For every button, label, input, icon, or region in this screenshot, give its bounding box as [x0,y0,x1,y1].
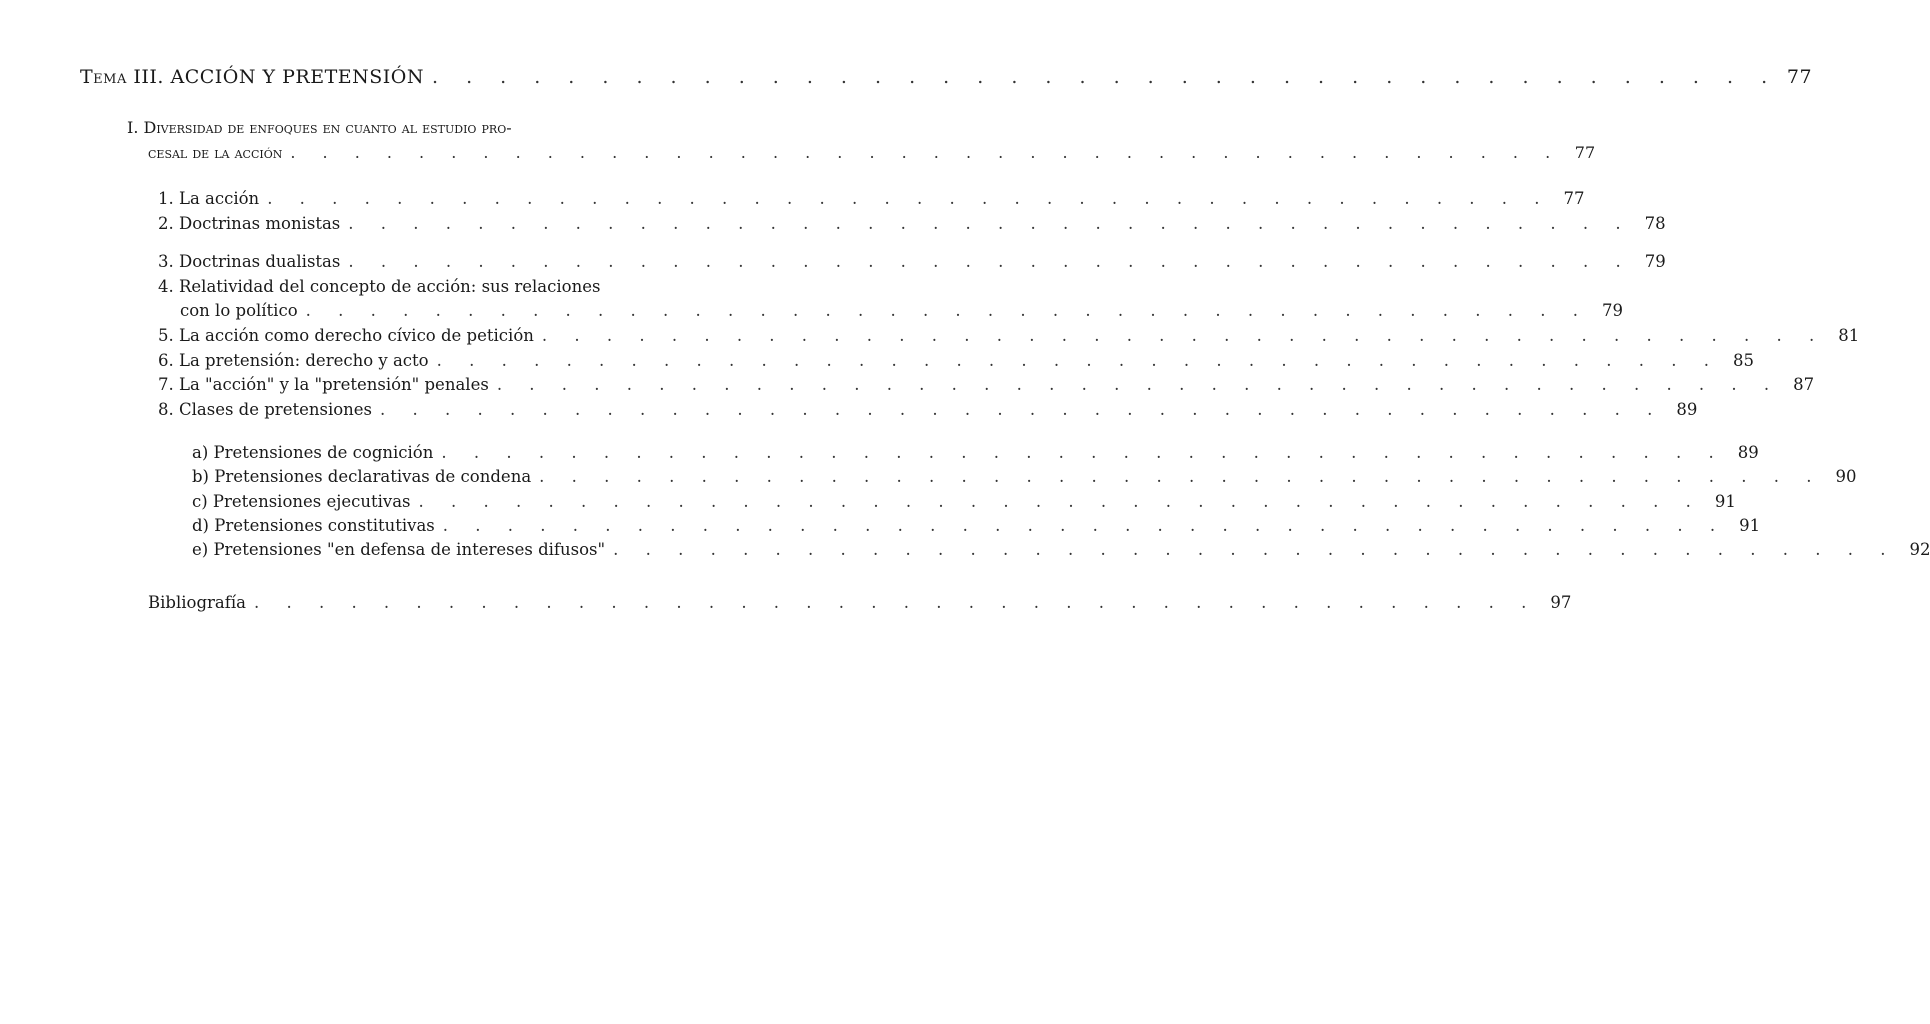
item-label: 1. La acción [158,189,260,208]
toc-entry-item [180,301,1623,320]
item-label: 8. Clases de pretensiones [158,400,373,419]
page-number: 85 [1732,351,1754,370]
dot-leader: . . . . . . . . . . . . . . . . . . . . . . . . . . . . . . . . . . . . . . . . [348,214,1632,233]
toc-entry-section [148,143,1596,162]
toc-entry-subitem [192,516,1761,535]
toc-entry-item [158,400,1698,419]
dot-leader: . . . . . . . . . . . . . . . . . . . . . . . . . . . . . . . . . . . . . . . . [290,143,1562,162]
subitem-label: b) Pretensiones declarativas de condena [192,467,532,486]
page-number: 81 [1838,326,1860,345]
page-number: 79 [1644,252,1666,271]
toc-entry-tema [80,66,1813,88]
toc-entry-bibliography [148,593,1572,612]
toc-entry-subitem [192,492,1736,511]
dot-leader: . . . . . . . . . . . . . . . . . . . . . . . . . . . . . . . . . . . . . . . . [431,66,1779,88]
section-title: I. Diversidad de enfoques en cuanto al estudio pro- [127,118,512,137]
page-number: 77 [1786,66,1813,88]
dot-leader: . . . . . . . . . . . . . . . . . . . . . . . . . . . . . . . . . . . . . . . . [613,540,1897,559]
bibliography-label: Bibliografía [148,593,246,612]
dot-leader: . . . . . . . . . . . . . . . . . . . . . . . . . . . . . . . . . . . . . . . . [436,351,1720,370]
toc-entry-item [158,189,1585,208]
page-number: 89 [1676,400,1698,419]
dot-leader: . . . . . . . . . . . . . . . . . . . . . . . . . . . . . . . . . . . . . . . . [441,443,1725,462]
subitem-label: c) Pretensiones ejecutivas [192,492,411,511]
page-number: 77 [1563,189,1585,208]
toc-entry-item [158,351,1754,370]
toc-entry-item-line1 [158,277,682,296]
dot-leader: . . . . . . . . . . . . . . . . . . . . . . . . . . . . . . . . . . . . . . . . [267,189,1551,208]
item-label-continued: con lo político [180,301,298,320]
dot-leader: . . . . . . . . . . . . . . . . . . . . . . . . . . . . . . . . . . . . . . . . [305,301,1589,320]
dot-leader: . . . . . . . . . . . . . . . . . . . . . . . . . . . . . . . . . . . . . . . . [442,516,1727,535]
dot-leader: . . . . . . . . . . . . . . . . . . . . . . . . . . . . . . . . . . . . . . . . [348,252,1632,271]
toc-entry-item [158,214,1666,233]
section-title-continued: cesal de la acción [148,143,283,162]
page-number: 89 [1737,443,1759,462]
toc-entry-item [158,375,1815,394]
page-number: 91 [1714,492,1736,511]
item-label: 2. Doctrinas monistas [158,214,341,233]
toc-entry-item [158,252,1666,271]
page-number: 79 [1602,301,1623,320]
item-label: 6. La pretensión: derecho y acto [158,351,429,370]
dot-leader: . . . . . . . . . . . . . . . . . . . . . . . . . . . . . . . . . . . . . . . . [539,467,1823,486]
dot-leader: . . . . . . . . . . . . . . . . . . . . . . . . . . . . . . . . . . . . . . . . [253,593,1538,612]
toc-entry-item [158,326,1860,345]
item-label: 7. La "acción" y la "pretensión" penales [158,375,489,394]
page-number: 90 [1835,467,1857,486]
dot-leader: . . . . . . . . . . . . . . . . . . . . . . . . . . . . . . . . . . . . . . . . [380,400,1664,419]
toc-entry-subitem [192,443,1759,462]
page-number: 78 [1644,214,1666,233]
page-number: 77 [1574,143,1596,162]
toc-entry-subitem [192,467,1857,486]
page-number: 87 [1793,375,1815,394]
subitem-label: e) Pretensiones "en defensa de intereses difusos" [192,540,606,559]
tema-title: Tema III. ACCIÓN Y PRETENSIÓN [80,66,424,88]
item-label: 5. La acción como derecho cívico de petición [158,326,534,345]
page-number: 92 [1909,540,1930,559]
toc-entry-section-line1 [127,118,682,137]
subitem-label: a) Pretensiones de cognición [192,443,434,462]
toc-entry-subitem [192,540,1930,559]
item-label: 3. Doctrinas dualistas [158,252,341,271]
subitem-label: d) Pretensiones constitutivas [192,516,435,535]
dot-leader: . . . . . . . . . . . . . . . . . . . . . . . . . . . . . . . . . . . . . . . . [418,492,1702,511]
item-label: 4. Relatividad del concepto de acción: sus relaciones [158,277,601,296]
page-number: 97 [1550,593,1572,612]
dot-leader: . . . . . . . . . . . . . . . . . . . . . . . . . . . . . . . . . . . . . . . . [496,375,1781,394]
dot-leader: . . . . . . . . . . . . . . . . . . . . . . . . . . . . . . . . . . . . . . . . [541,326,1826,345]
page-number: 91 [1739,516,1761,535]
